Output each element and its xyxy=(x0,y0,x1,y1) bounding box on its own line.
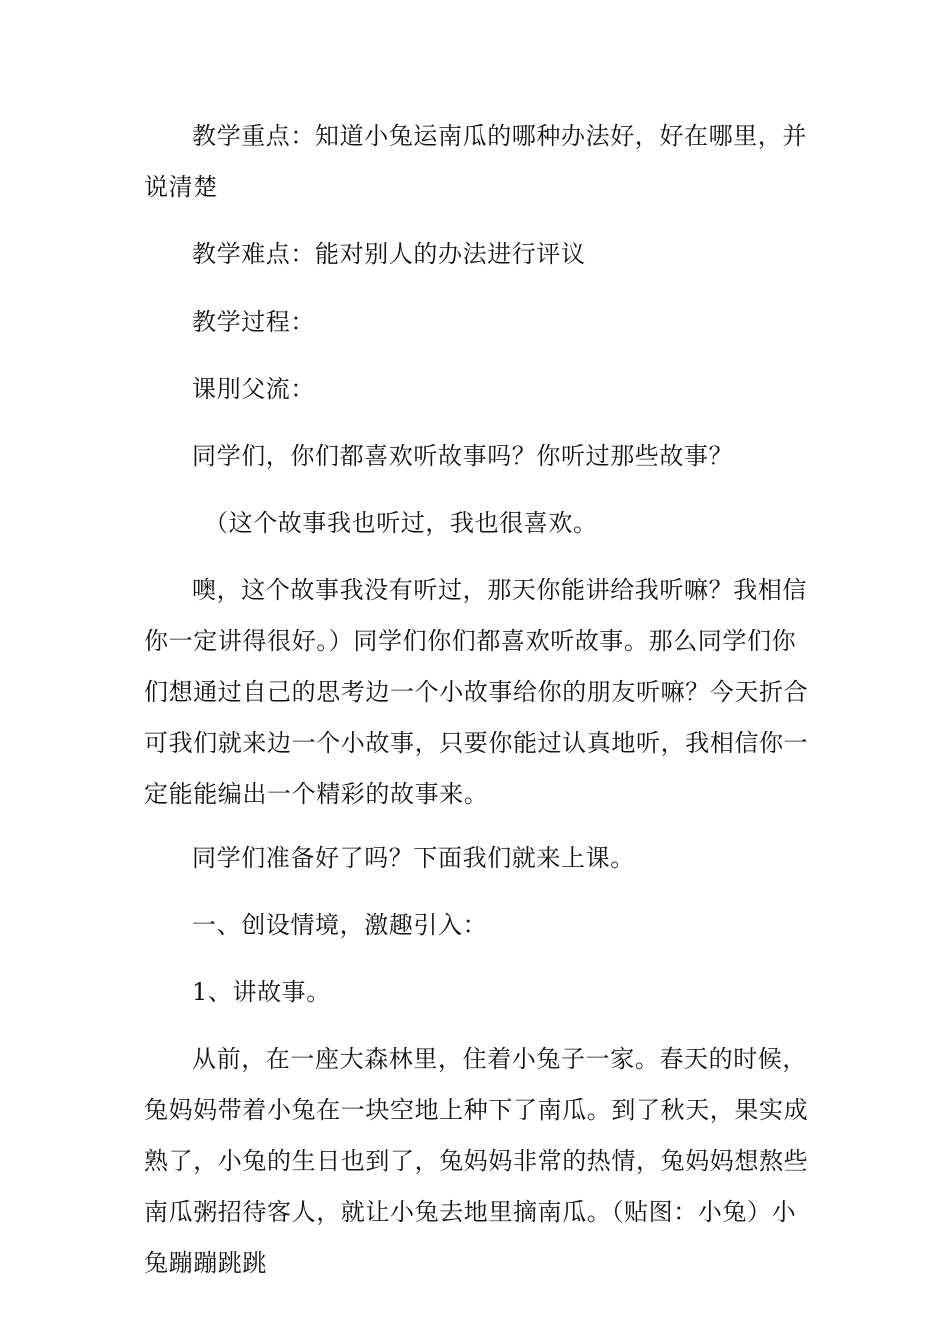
paragraph-pre-class: 课刖父流： xyxy=(192,375,315,403)
paragraph-aside: （这个故事我也听过，我也很喜欢。 xyxy=(204,509,598,537)
paragraph-story-body: 从前，在一座大森林里，住着小兔子一家。春天的时候，兔妈妈带着小兔在一块空地上种下了南瓜。到了秋天，果实成熟了，小兔的生日也到了，兔妈妈非常的热情，兔妈妈想熬些南瓜粥招待客人，就让小兔去地里摘南瓜。（贴图：小兔）小兔蹦蹦跳跳 xyxy=(144,1045,809,1277)
paragraph-ready: 同学们准备好了吗？下面我们就来上课。 xyxy=(192,844,635,872)
paragraph-key-points: 教学重点：知道小兔运南瓜的哪种办法好，好在哪里，并说清楚 xyxy=(144,122,807,201)
paragraph-section-one: 一、创设情境，激趣引入： xyxy=(192,911,488,939)
paragraph-difficulties: 教学难点：能对别人的办法进行评议 xyxy=(192,240,586,268)
paragraph-process-heading: 教学过程： xyxy=(192,308,315,336)
paragraph-story-intro: 噢，这个故事我没有听过，那天你能讲给我听嘛？我相信你一定讲得很好。）同学们你们都喜欢听故事。那么同学们你们想通过自己的思考边一个小故事给你的朋友听嘛？今天折合可我们就来边一个小故事，只要你能过认真地听，我相信你一定能能编出一个精彩的故事来。 xyxy=(144,576,809,808)
paragraph-tell-story: 1、讲故事。 xyxy=(192,978,331,1006)
paragraph-question: 同学们，你们都喜欢听故事吗？你听过那些故事？ xyxy=(192,442,734,470)
